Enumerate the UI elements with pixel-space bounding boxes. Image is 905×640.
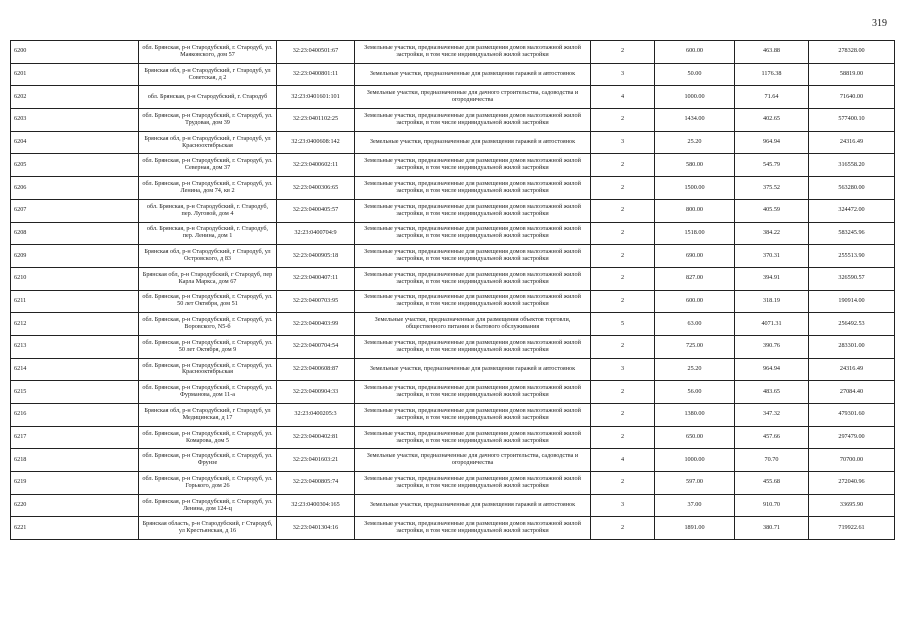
cadastral-number-cell: 32:23:0400403:99	[277, 313, 355, 336]
land-use-cell: Земельные участки, предназначенные для размещения домов малоэтажной жилой застройки, в том числе индивидуальной жилой застройки	[355, 177, 591, 200]
row-number-cell: 6213	[11, 335, 139, 358]
cadastral-value-cell: 27084.40	[809, 381, 895, 404]
land-use-cell: Земельные участки, предназначенные для размещения домов малоэтажной жилой застройки, в том числе индивидуальной жилой застройки	[355, 267, 591, 290]
address-cell: обл. Брянская, р-н Стародубский, г. Стародуб, ул. Ленина, дом 74, кв 2	[139, 177, 277, 200]
row-number-cell: 6214	[11, 358, 139, 381]
row-number-cell: 6219	[11, 472, 139, 495]
row-number-cell: 6209	[11, 245, 139, 268]
row-number-cell: 6203	[11, 109, 139, 132]
address-cell: обл. Брянская, р-н Стародубский, г. Стародуб, ул. Краснооктябрьская	[139, 358, 277, 381]
area-cell: 600.00	[655, 290, 735, 313]
land-use-cell: Земельные участки, предназначенные для размещения гаражей и автостоянок	[355, 358, 591, 381]
group-cell: 2	[591, 177, 655, 200]
area-cell: 580.00	[655, 154, 735, 177]
specific-value-cell: 457.66	[735, 426, 809, 449]
table-body	[11, 41, 895, 540]
cadastral-number-cell: 32:23:0400704:54	[277, 335, 355, 358]
table-row	[11, 517, 895, 540]
land-plots-table	[10, 40, 895, 540]
address-cell: обл. Брянская, р-н Стародубский, г. Стародуб, ул. Трудовая, дом 39	[139, 109, 277, 132]
cadastral-value-cell: 272040.96	[809, 472, 895, 495]
table-row	[11, 63, 895, 86]
address-cell: обл. Брянская, р-н Стародубский, г. Стародуб, ул. Воровского, N5-б	[139, 313, 277, 336]
cadastral-value-cell: 479301.60	[809, 404, 895, 427]
address-cell: обл. Брянская, р-н Стародубский, г. Стародуб	[139, 86, 277, 109]
specific-value-cell: 964.94	[735, 131, 809, 154]
area-cell: 1518.00	[655, 222, 735, 245]
group-cell: 2	[591, 199, 655, 222]
cadastral-number-cell: 32:23:0401102:25	[277, 109, 355, 132]
group-cell: 3	[591, 358, 655, 381]
land-use-cell: Земельные участки, предназначенные для дачного строительства, садоводства и огородничества	[355, 86, 591, 109]
land-use-cell: Земельные участки, предназначенные для размещения домов малоэтажной жилой застройки, в том числе индивидуальной жилой застройки	[355, 199, 591, 222]
land-use-cell: Земельные участки, предназначенные для дачного строительства, садоводства и огородничества	[355, 449, 591, 472]
group-cell: 2	[591, 517, 655, 540]
table-row	[11, 472, 895, 495]
table-row	[11, 335, 895, 358]
group-cell: 3	[591, 131, 655, 154]
cadastral-value-cell: 324472.00	[809, 199, 895, 222]
area-cell: 1000.00	[655, 449, 735, 472]
row-number-cell: 6206	[11, 177, 139, 200]
cadastral-value-cell: 70700.00	[809, 449, 895, 472]
table-row	[11, 177, 895, 200]
land-use-cell: Земельные участки, предназначенные для размещения домов малоэтажной жилой застройки, в том числе индивидуальной жилой застройки	[355, 245, 591, 268]
group-cell: 2	[591, 41, 655, 64]
cadastral-number-cell: 32:23:0400704:9	[277, 222, 355, 245]
table-row	[11, 404, 895, 427]
land-use-cell: Земельные участки, предназначенные для размещения гаражей и автостоянок	[355, 494, 591, 517]
land-use-cell: Земельные участки, предназначенные для размещения домов малоэтажной жилой застройки, в том числе индивидуальной жилой застройки	[355, 222, 591, 245]
cadastral-number-cell: 32:23:0400205:3	[277, 404, 355, 427]
row-number-cell: 6201	[11, 63, 139, 86]
specific-value-cell: 545.79	[735, 154, 809, 177]
row-number-cell: 6202	[11, 86, 139, 109]
row-number-cell: 6212	[11, 313, 139, 336]
address-cell: обл. Брянская, р-н Стародубский, г. Стародуб, ул. Северная, дом 37	[139, 154, 277, 177]
cadastral-value-cell: 33695.90	[809, 494, 895, 517]
area-cell: 56.00	[655, 381, 735, 404]
row-number-cell: 6207	[11, 199, 139, 222]
specific-value-cell: 4071.31	[735, 313, 809, 336]
land-use-cell: Земельные участки, предназначенные для размещения домов малоэтажной жилой застройки, в том числе индивидуальной жилой застройки	[355, 517, 591, 540]
address-cell: обл. Брянская, р-н Стародубский, г. Стародуб, пер. Ленина, дом 1	[139, 222, 277, 245]
row-number-cell: 6220	[11, 494, 139, 517]
specific-value-cell: 370.31	[735, 245, 809, 268]
cadastral-value-cell: 563280.00	[809, 177, 895, 200]
cadastral-value-cell: 283301.00	[809, 335, 895, 358]
row-number-cell: 6215	[11, 381, 139, 404]
specific-value-cell: 347.32	[735, 404, 809, 427]
area-cell: 1380.00	[655, 404, 735, 427]
group-cell: 2	[591, 381, 655, 404]
specific-value-cell: 964.94	[735, 358, 809, 381]
specific-value-cell: 394.91	[735, 267, 809, 290]
cadastral-value-cell: 58819.00	[809, 63, 895, 86]
group-cell: 2	[591, 222, 655, 245]
group-cell: 2	[591, 426, 655, 449]
cadastral-value-cell: 278328.00	[809, 41, 895, 64]
cadastral-value-cell: 326590.57	[809, 267, 895, 290]
row-number-cell: 6217	[11, 426, 139, 449]
table-row	[11, 494, 895, 517]
cadastral-number-cell: 32:23:0400304:165	[277, 494, 355, 517]
specific-value-cell: 483.65	[735, 381, 809, 404]
cadastral-value-cell: 297479.00	[809, 426, 895, 449]
row-number-cell: 6218	[11, 449, 139, 472]
area-cell: 725.00	[655, 335, 735, 358]
cadastral-value-cell: 577400.10	[809, 109, 895, 132]
table-row	[11, 199, 895, 222]
group-cell: 4	[591, 86, 655, 109]
cadastral-number-cell: 32:23:0400602:11	[277, 154, 355, 177]
land-use-cell: Земельные участки, предназначенные для размещения домов малоэтажной жилой застройки, в том числе индивидуальной жилой застройки	[355, 41, 591, 64]
table-row	[11, 86, 895, 109]
cadastral-number-cell: 32:23:0400801:11	[277, 63, 355, 86]
table-row	[11, 222, 895, 245]
area-cell: 1500.00	[655, 177, 735, 200]
cadastral-value-cell: 190914.00	[809, 290, 895, 313]
address-cell: Брянская обл, р-н Стародубский, г Стародуб, ул Советская, д 2	[139, 63, 277, 86]
address-cell: Брянская обл, р-н Стародубский, г Стародуб, ул Красноохтябрьская	[139, 131, 277, 154]
land-use-cell: Земельные участки, предназначенные для размещения домов малоэтажной жилой застройки, в том числе индивидуальной жилой застройки	[355, 109, 591, 132]
area-cell: 25.20	[655, 358, 735, 381]
address-cell: обл. Брянская, р-н Стародубский, г. Стародуб, ул. 50 лет Октября, дом 9	[139, 335, 277, 358]
table-row	[11, 41, 895, 64]
cadastral-number-cell: 32:23:0400306:65	[277, 177, 355, 200]
group-cell: 3	[591, 494, 655, 517]
area-cell: 37.00	[655, 494, 735, 517]
specific-value-cell: 402.65	[735, 109, 809, 132]
area-cell: 600.00	[655, 41, 735, 64]
cadastral-number-cell: 32:23:0400407:11	[277, 267, 355, 290]
land-use-cell: Земельные участки, предназначенные для размещения объектов торговли, общественного питания и бытового обслуживания	[355, 313, 591, 336]
area-cell: 827.00	[655, 267, 735, 290]
land-use-cell: Земельные участки, предназначенные для размещения домов малоэтажной жилой застройки, в том числе индивидуальной жилой застройки	[355, 426, 591, 449]
row-number-cell: 6210	[11, 267, 139, 290]
cadastral-number-cell: 32:23:0401603:21	[277, 449, 355, 472]
cadastral-number-cell: 32:23:0400608:142	[277, 131, 355, 154]
address-cell: обл. Брянская, р-н Стародубский, г. Стародуб, пер. Луговой, дом 4	[139, 199, 277, 222]
specific-value-cell: 463.88	[735, 41, 809, 64]
cadastral-value-cell: 71640.00	[809, 86, 895, 109]
area-cell: 1891.00	[655, 517, 735, 540]
specific-value-cell: 384.22	[735, 222, 809, 245]
address-cell: обл. Брянская, р-н Стародубский, г. Стародуб, ул. Маяковского, дом 57	[139, 41, 277, 64]
area-cell: 25.20	[655, 131, 735, 154]
row-number-cell: 6200	[11, 41, 139, 64]
group-cell: 3	[591, 63, 655, 86]
cadastral-value-cell: 255513.90	[809, 245, 895, 268]
land-use-cell: Земельные участки, предназначенные для размещения домов малоэтажной жилой застройки, в том числе индивидуальной жилой застройки	[355, 404, 591, 427]
land-use-cell: Земельные участки, предназначенные для размещения домов малоэтажной жилой застройки, в том числе индивидуальной жилой застройки	[355, 472, 591, 495]
cadastral-number-cell: 32:23:0400703:95	[277, 290, 355, 313]
land-use-cell: Земельные участки, предназначенные для размещения домов малоэтажной жилой застройки, в том числе индивидуальной жилой застройки	[355, 335, 591, 358]
area-cell: 1434.00	[655, 109, 735, 132]
table-row	[11, 358, 895, 381]
specific-value-cell: 375.52	[735, 177, 809, 200]
cadastral-number-cell: 32:23:0400805:74	[277, 472, 355, 495]
table-row	[11, 313, 895, 336]
address-cell: обл. Брянская, р-н Стародубский, г. Стародуб, ул. Фрунзе	[139, 449, 277, 472]
cadastral-number-cell: 32:23:0401304:16	[277, 517, 355, 540]
cadastral-number-cell: 32:23:0400405:57	[277, 199, 355, 222]
area-cell: 1000.00	[655, 86, 735, 109]
address-cell: обл. Брянская, р-н Стародубский, г. Стародуб, ул. Фурманова, дом 11-а	[139, 381, 277, 404]
area-cell: 690.00	[655, 245, 735, 268]
area-cell: 50.00	[655, 63, 735, 86]
address-cell: обл. Брянская, р-н Стародубский, г. Стародуб, ул. Горького, дом 26	[139, 472, 277, 495]
specific-value-cell: 70.70	[735, 449, 809, 472]
specific-value-cell: 455.68	[735, 472, 809, 495]
table-row	[11, 154, 895, 177]
specific-value-cell: 390.76	[735, 335, 809, 358]
group-cell: 2	[591, 154, 655, 177]
cadastral-number-cell: 32:23:0400904:33	[277, 381, 355, 404]
land-use-cell: Земельные участки, предназначенные для размещения домов малоэтажной жилой застройки, в том числе индивидуальной жилой застройки	[355, 290, 591, 313]
group-cell: 2	[591, 109, 655, 132]
address-cell: Брянская обл, р-н Стародубский, г Стародуб, пер Карла Маркса, дом 67	[139, 267, 277, 290]
table-row	[11, 131, 895, 154]
table-row	[11, 109, 895, 132]
cadastral-number-cell: 32:23:0400905:18	[277, 245, 355, 268]
land-use-cell: Земельные участки, предназначенные для размещения домов малоэтажной жилой застройки, в том числе индивидуальной жилой застройки	[355, 381, 591, 404]
cadastral-number-cell: 32:23:0401601:101	[277, 86, 355, 109]
table-row	[11, 245, 895, 268]
group-cell: 2	[591, 404, 655, 427]
cadastral-value-cell: 24316.49	[809, 358, 895, 381]
cadastral-value-cell: 719922.61	[809, 517, 895, 540]
area-cell: 650.00	[655, 426, 735, 449]
specific-value-cell: 1176.38	[735, 63, 809, 86]
cadastral-value-cell: 583245.96	[809, 222, 895, 245]
address-cell: обл. Брянская, р-н Стародубский, г. Стародуб, ул. Комарова, дом 5	[139, 426, 277, 449]
row-number-cell: 6211	[11, 290, 139, 313]
row-number-cell: 6208	[11, 222, 139, 245]
row-number-cell: 6205	[11, 154, 139, 177]
group-cell: 4	[591, 449, 655, 472]
address-cell: Брянская область, р-н Стародубский, г Стародуб, ул Крестьянская, д 16	[139, 517, 277, 540]
specific-value-cell: 405.59	[735, 199, 809, 222]
address-cell: Брянская обл, р-н Стародубский, г Стародуб, ул Медицинская, д 17	[139, 404, 277, 427]
land-use-cell: Земельные участки, предназначенные для размещения гаражей и автостоянок	[355, 63, 591, 86]
row-number-cell: 6221	[11, 517, 139, 540]
address-cell: Брянская обл, р-н Стародубский, г Стародуб, ул Островского, д 83	[139, 245, 277, 268]
table-row	[11, 267, 895, 290]
specific-value-cell: 910.70	[735, 494, 809, 517]
table-row	[11, 426, 895, 449]
address-cell: обл. Брянская, р-н Стародубский, г. Стародуб, ул. Ленина, дом 124-ц	[139, 494, 277, 517]
land-use-cell: Земельные участки, предназначенные для размещения домов малоэтажной жилой застройки, в том числе индивидуальной жилой застройки	[355, 154, 591, 177]
group-cell: 2	[591, 335, 655, 358]
cadastral-value-cell: 24316.49	[809, 131, 895, 154]
row-number-cell: 6204	[11, 131, 139, 154]
row-number-cell: 6216	[11, 404, 139, 427]
address-cell: обл. Брянская, р-н Стародубский, г. Стародуб, ул. 50 лет Октября, дом 51	[139, 290, 277, 313]
area-cell: 63.00	[655, 313, 735, 336]
group-cell: 2	[591, 245, 655, 268]
cadastral-value-cell: 316558.20	[809, 154, 895, 177]
specific-value-cell: 380.71	[735, 517, 809, 540]
cadastral-number-cell: 32:23:0400402:81	[277, 426, 355, 449]
cadastral-number-cell: 32:23:0400501:67	[277, 41, 355, 64]
area-cell: 597.00	[655, 472, 735, 495]
cadastral-number-cell: 32:23:0400608:87	[277, 358, 355, 381]
specific-value-cell: 318.19	[735, 290, 809, 313]
page-number: 319	[872, 18, 887, 29]
specific-value-cell: 71.64	[735, 86, 809, 109]
group-cell: 5	[591, 313, 655, 336]
area-cell: 800.00	[655, 199, 735, 222]
table-row	[11, 449, 895, 472]
table-row	[11, 290, 895, 313]
group-cell: 2	[591, 267, 655, 290]
land-use-cell: Земельные участки, предназначенные для размещения гаражей и автостоянок	[355, 131, 591, 154]
cadastral-value-cell: 256492.53	[809, 313, 895, 336]
group-cell: 2	[591, 290, 655, 313]
table-row	[11, 381, 895, 404]
group-cell: 2	[591, 472, 655, 495]
